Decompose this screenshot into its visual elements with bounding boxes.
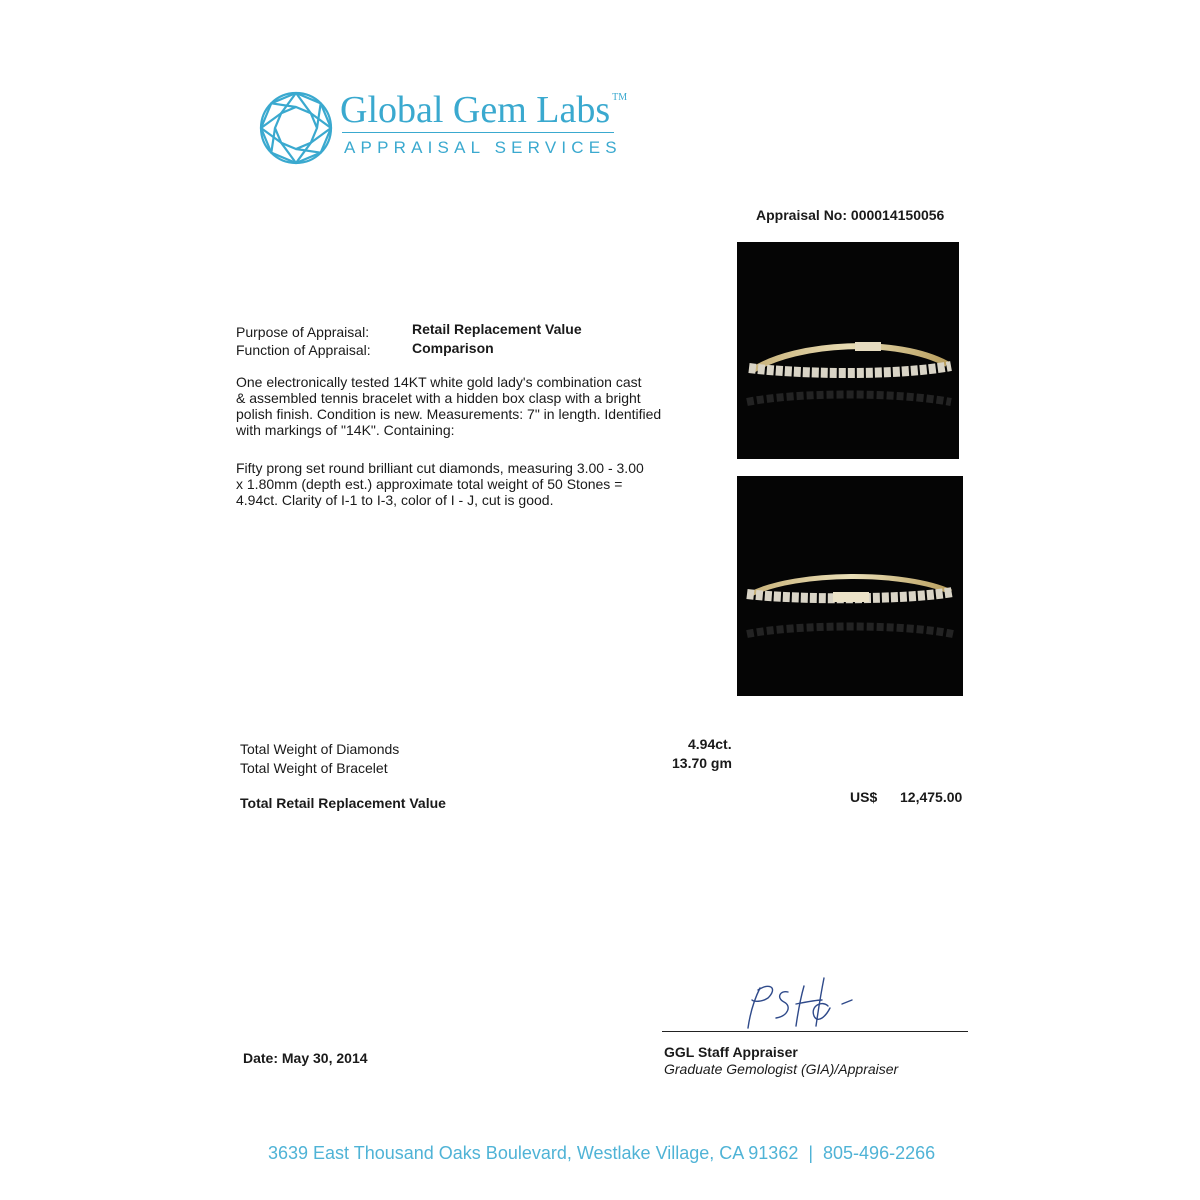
currency: US$ <box>850 789 878 805</box>
description-line: One electronically tested 14KT white gold lady's combination cast <box>236 374 642 390</box>
brand-name: Global Gem Labs ™ <box>340 89 628 131</box>
signature-line <box>662 1031 968 1032</box>
purpose-label: Purpose of Appraisal: <box>236 324 370 340</box>
description-line: 4.94ct. Clarity of I-1 to I-3, color of I - J, cut is good. <box>236 492 554 508</box>
function-label: Function of Appraisal: <box>236 342 371 358</box>
bracelet-photo-clasp <box>737 476 963 696</box>
brand-subtitle: APPRAISAL SERVICES <box>344 138 622 157</box>
description-line: x 1.80mm (depth est.) approximate total weight of 50 Stones = <box>236 476 623 492</box>
description-line: with markings of "14K". Containing: <box>236 422 455 438</box>
description-line: Fifty prong set round brilliant cut diamonds, measuring 3.00 - 3.00 <box>236 460 644 476</box>
handwritten-signature <box>730 970 860 1032</box>
total-replacement-value-label: Total Retail Replacement Value <box>240 795 446 811</box>
bracelet-photo-top <box>737 242 959 459</box>
trademark: TM <box>612 92 628 103</box>
appraisal-date: Date: May 30, 2014 <box>243 1050 368 1066</box>
total-replacement-value-amount: 12,475.00 <box>900 789 963 805</box>
diamond-description <box>236 460 644 508</box>
appraiser-title: GGL Staff Appraiser <box>664 1044 798 1060</box>
description-line: polish finish. Condition is new. Measurements: 7" in length. Identified <box>236 406 662 422</box>
total-weight-diamonds-value: 4.94ct. <box>688 736 732 752</box>
function-value: Comparison <box>412 340 494 356</box>
item-description <box>236 374 661 438</box>
diamond-gem-icon <box>258 90 334 166</box>
brand-divider <box>342 132 614 133</box>
total-weight-diamonds-label: Total Weight of Diamonds <box>240 741 400 757</box>
footer-address: 3639 East Thousand Oaks Boulevard, Westlake Village, CA 91362 | 805-496-2266 <box>268 1143 936 1163</box>
total-weight-bracelet-value: 13.70 gm <box>672 755 732 771</box>
purpose-value: Retail Replacement Value <box>412 321 582 337</box>
description-line: & assembled tennis bracelet with a hidden box clasp with a bright <box>236 390 641 406</box>
total-weight-bracelet-label: Total Weight of Bracelet <box>240 760 388 776</box>
appraiser-credentials: Graduate Gemologist (GIA)/Appraiser <box>664 1061 899 1077</box>
appraisal-number: Appraisal No: 000014150056 <box>756 207 945 223</box>
